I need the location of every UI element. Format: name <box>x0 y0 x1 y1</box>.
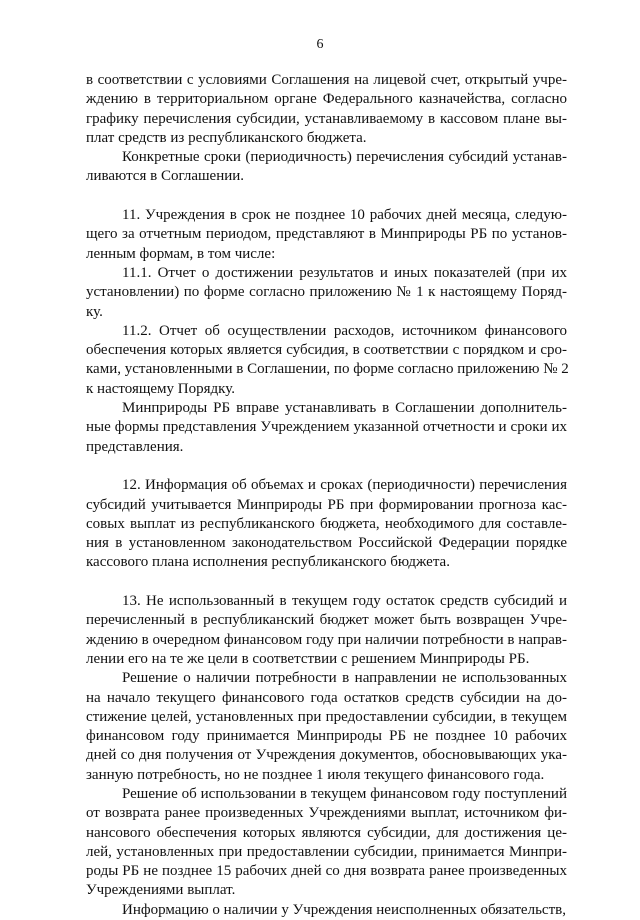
text-line: финансовом году принимается Минприроды РБ не позднее 10 рабочих <box>86 728 567 745</box>
text-line: обеспечения которых является субсидия, в соответствии с порядком и сро- <box>86 342 567 359</box>
text-line: 12. Информация об объемах и сроках (периодичности) перечисления <box>122 477 567 494</box>
text-line: 13. Не использованный в текущем году остаток средств субсидий и <box>122 593 567 610</box>
text-line: ку. <box>86 303 103 320</box>
text-line: 11.2. Отчет об осуществлении расходов, источником финансового <box>122 322 567 339</box>
text-line: Минприроды РБ вправе устанавливать в Соглашении дополнитель- <box>122 400 567 417</box>
text-line: ные формы представления Учреждением указанной отчетности и сроки их <box>86 419 567 436</box>
text-line: графику перечисления субсидии, устанавливаемому в кассовом плане вы- <box>86 110 567 127</box>
text-line: Решение об использовании в текущем финансовом году поступлений <box>122 785 567 802</box>
text-line: занную потребность, но не позднее 1 июля текущего финансового года. <box>86 766 545 783</box>
paragraph <box>86 148 567 187</box>
text-line: установлении) по форме согласно приложению № 1 к настоящему Поряд- <box>86 284 567 301</box>
text-line: 11.1. Отчет о достижении результатов и иных показателей (при их <box>122 264 567 281</box>
paragraph <box>86 476 567 572</box>
document-body <box>86 71 567 920</box>
text-line: к настоящему Порядку. <box>86 380 235 397</box>
text-line: дней со дня получения от Учреждения документов, обосновывающих ука- <box>86 747 567 764</box>
text-line: Решение о наличии потребности в направлении не использованных <box>122 670 567 687</box>
paragraph-gap <box>86 573 567 592</box>
text-line: на начало текущего финансового года остатков средств субсидии на до- <box>86 689 567 706</box>
text-line: субсидий учитывается Минприроды РБ при формировании прогноза кас- <box>86 496 567 513</box>
paragraph-gap <box>86 457 567 476</box>
text-line: ния в установленном законодательством Российской Федерации порядке <box>86 535 567 552</box>
text-line: совых выплат из республиканского бюджета, необходимого для составле- <box>86 515 567 532</box>
text-line: ками, установленными в Соглашении, по форме согласно приложению № 2 <box>86 361 569 378</box>
text-line: ленным формам, в том числе: <box>86 245 276 262</box>
text-line: в соответствии с условиями Соглашения на лицевой счет, открытый учре- <box>86 72 567 88</box>
text-line: от возврата ранее произведенных Учреждениями выплат, источником фи- <box>86 805 567 822</box>
text-line: нансового обеспечения которых являются субсидии, для достижения це- <box>86 824 567 841</box>
paragraph <box>86 399 567 457</box>
text-line: ливаются в Соглашении. <box>86 168 245 185</box>
text-line: щего за отчетным периодом, представляют в Минприроды РБ по установ- <box>86 226 567 243</box>
paragraph <box>86 592 567 669</box>
page-number: 6 <box>316 37 324 52</box>
paragraph <box>86 785 567 901</box>
text-line: Учреждениями выплат. <box>86 882 236 899</box>
paragraph <box>86 901 567 920</box>
text-line: ждению в территориальном органе Федерального казначейства, согласно <box>86 91 567 108</box>
paragraph <box>86 669 567 785</box>
paragraph <box>86 264 567 322</box>
text-line: лей, установленных при предоставлении субсидии, принимается Минпри- <box>86 843 567 860</box>
text-line: плат средств из республиканского бюджета. <box>86 129 367 146</box>
text-line: перечисленный в республиканский бюджет может быть возвращен Учре- <box>86 612 567 629</box>
paragraph <box>86 71 567 148</box>
text-line: Информацию о наличии у Учреждения неисполненных обязательств, <box>122 901 566 918</box>
text-line: роды РБ не позднее 15 рабочих дней со дня возврата ранее произведенных <box>86 863 567 880</box>
text-line: 11. Учреждения в срок не позднее 10 рабочих дней месяца, следую- <box>122 207 567 224</box>
text-line: ждению в очередном финансовом году при наличии потребности в направ- <box>86 631 567 648</box>
paragraph-gap <box>86 187 567 206</box>
text-line: Конкретные сроки (периодичность) перечисления субсидий устанав- <box>122 149 567 166</box>
paragraph <box>86 322 567 399</box>
text-line: лении его на те же цели в соответствии с решением Минприроды РБ. <box>86 650 530 667</box>
paragraph <box>86 206 567 264</box>
text-line: представления. <box>86 438 184 455</box>
text-line: стижение целей, установленных при предоставлении субсидии, в текущем <box>86 708 567 725</box>
text-line: кассового плана исполнения республиканского бюджета. <box>86 554 450 571</box>
